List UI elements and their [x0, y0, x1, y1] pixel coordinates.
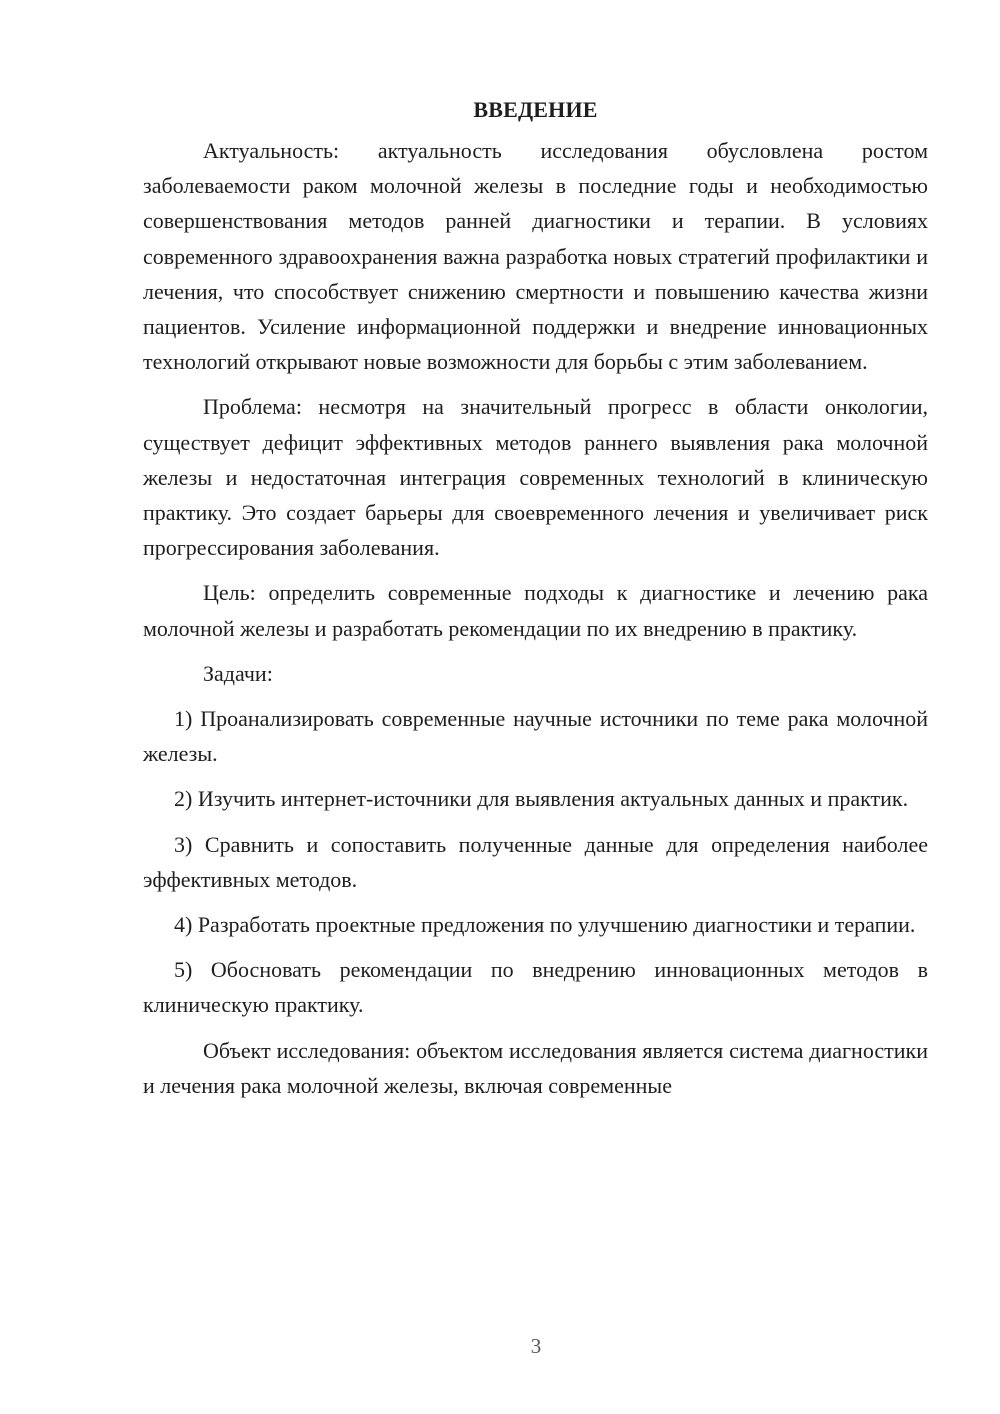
object-paragraph: Объект исследования: объектом исследования является система диагностики и лечения рака молочной железы, включая современные — [143, 1037, 928, 1098]
page-number: 3 — [530, 1334, 542, 1358]
task-item: 1) Проанализировать современные научные источники по теме рака молочной железы. — [143, 706, 928, 767]
goal-paragraph: Цель: определить современные подходы к диагностике и лечению рака молочной железы и разработать рекомендации по их внедрению в практику. — [143, 580, 928, 641]
task-item: 2) Изучить интернет-источники для выявления актуальных данных и практик. — [174, 786, 909, 812]
document-page — [143, 92, 928, 1113]
task-item: 5) Обосновать рекомендации по внедрению инновационных методов в клиническую практику. — [143, 957, 928, 1018]
task-item: 4) Разработать проектные предложения по улучшению диагностики и терапии. — [174, 912, 916, 938]
tasks-heading: Задачи: — [203, 660, 273, 686]
problem-paragraph: Проблема: несмотря на значительный прогресс в области онкологии, существует дефицит эффективных методов раннего выявления рака молочной железы и недостаточная интеграция современных технологий в клиническую практику. Это создает барьеры для своевременного лечения и увеличивает риск прогрессирования заболевания. — [143, 394, 928, 561]
relevance-paragraph: Актуальность: актуальность исследования обусловлена ростом заболеваемости раком молочной железы в последние годы и необходимостью совершенствования методов ранней диагностики и терапии. В условиях современного здравоохранения важна разработка новых стратегий профилактики и лечения, что способствует снижению смертности и повышению качества жизни пациентов. Усиление информационной поддержки и внедрение инновационных технологий открывают новые возможности для борьбы с этим заболеванием. — [143, 138, 928, 375]
task-item: 3) Сравнить и сопоставить полученные данные для определения наиболее эффективных методов. — [143, 831, 928, 892]
section-title: ВВЕДЕНИЕ — [473, 97, 598, 122]
